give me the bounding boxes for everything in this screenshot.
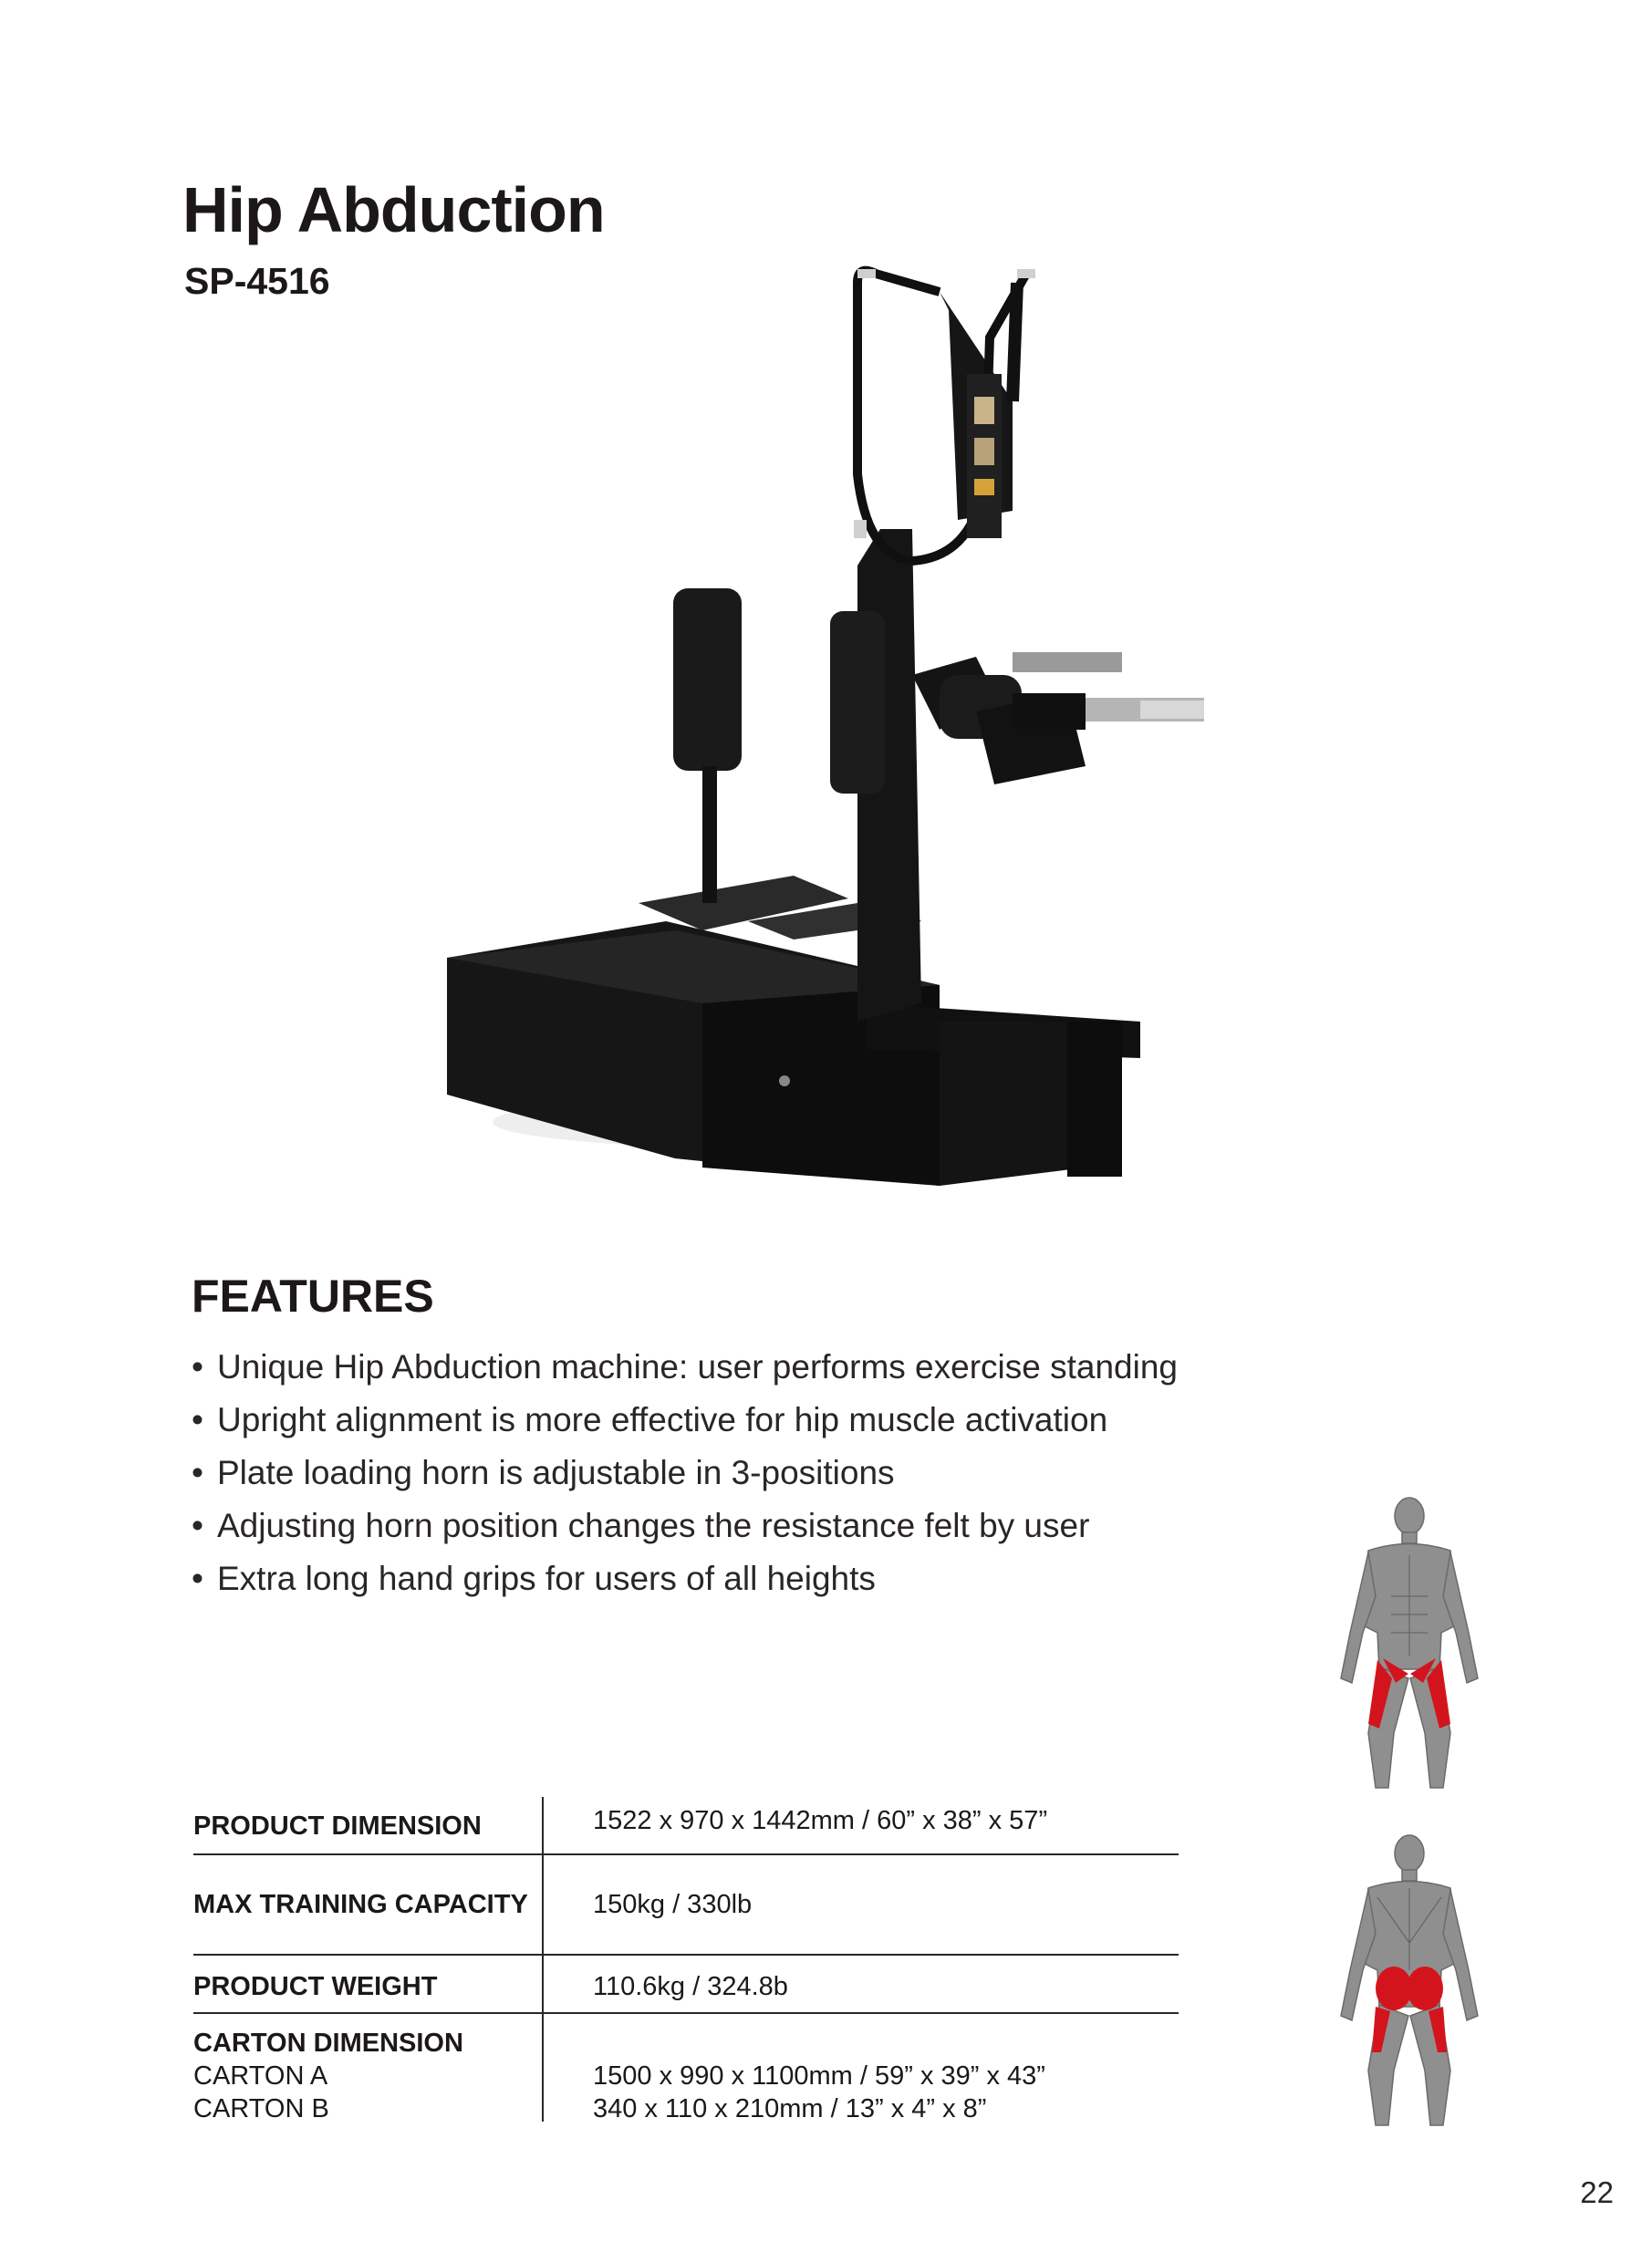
spec-label (193, 2014, 544, 2122)
brand-label: SPIRIT (278, 1002, 370, 1047)
feature-item: • Unique Hip Abduction machine: user performs exercise standing (192, 1348, 1179, 1386)
spec-label: PRODUCT DIMENSION (193, 1797, 544, 1853)
anatomy-back-icon (1332, 1833, 1487, 2144)
spec-label: PRODUCT WEIGHT (193, 1956, 544, 2012)
carton-a-value: 1500 x 990 x 1100mm / 59” x 39” x 43” (593, 2061, 1045, 2091)
anatomy-front-icon (1332, 1496, 1487, 1806)
feature-item: • Upright alignment is more effective for hip muscle activation (192, 1401, 1108, 1438)
spec-row-max-training-capacity (193, 1855, 1179, 1956)
spec-value: 110.6kg / 324.8b (593, 1972, 788, 2001)
features-heading: FEATURES (192, 1271, 434, 1322)
spec-value: 1522 x 970 x 1442mm / 60” x 38” x 57” (593, 1806, 1048, 1835)
spec-value: 150kg / 330lb (593, 1890, 753, 1919)
feature-item: • Plate loading horn is adjustable in 3-positions (192, 1454, 895, 1491)
model-number: SP-4516 (184, 260, 330, 302)
features-list (192, 1341, 1178, 1605)
spec-value (544, 2014, 1045, 2122)
feature-item: • Extra long hand grips for users of all heights (192, 1560, 876, 1597)
spec-label: MAX TRAINING CAPACITY (193, 1855, 544, 1954)
spec-row-carton-dimension (193, 2014, 1179, 2122)
page-number: 22 (1580, 2175, 1614, 2209)
machine-image (278, 201, 1250, 1222)
feature-item: • Adjusting horn position changes the resistance felt by user (192, 1507, 1090, 1544)
carton-b-value: 340 x 110 x 210mm / 13” x 4” x 8” (593, 2094, 987, 2123)
carton-a-label: CARTON A (193, 2061, 328, 2091)
carton-dimension-label: CARTON DIMENSION (193, 2029, 463, 2058)
carton-b-label: CARTON B (193, 2094, 329, 2123)
page-title: Hip Abduction (182, 174, 605, 245)
spec-row-product-dimension (193, 1797, 1179, 1855)
spec-row-product-weight (193, 1956, 1179, 2014)
spec-table (193, 1797, 1179, 2122)
